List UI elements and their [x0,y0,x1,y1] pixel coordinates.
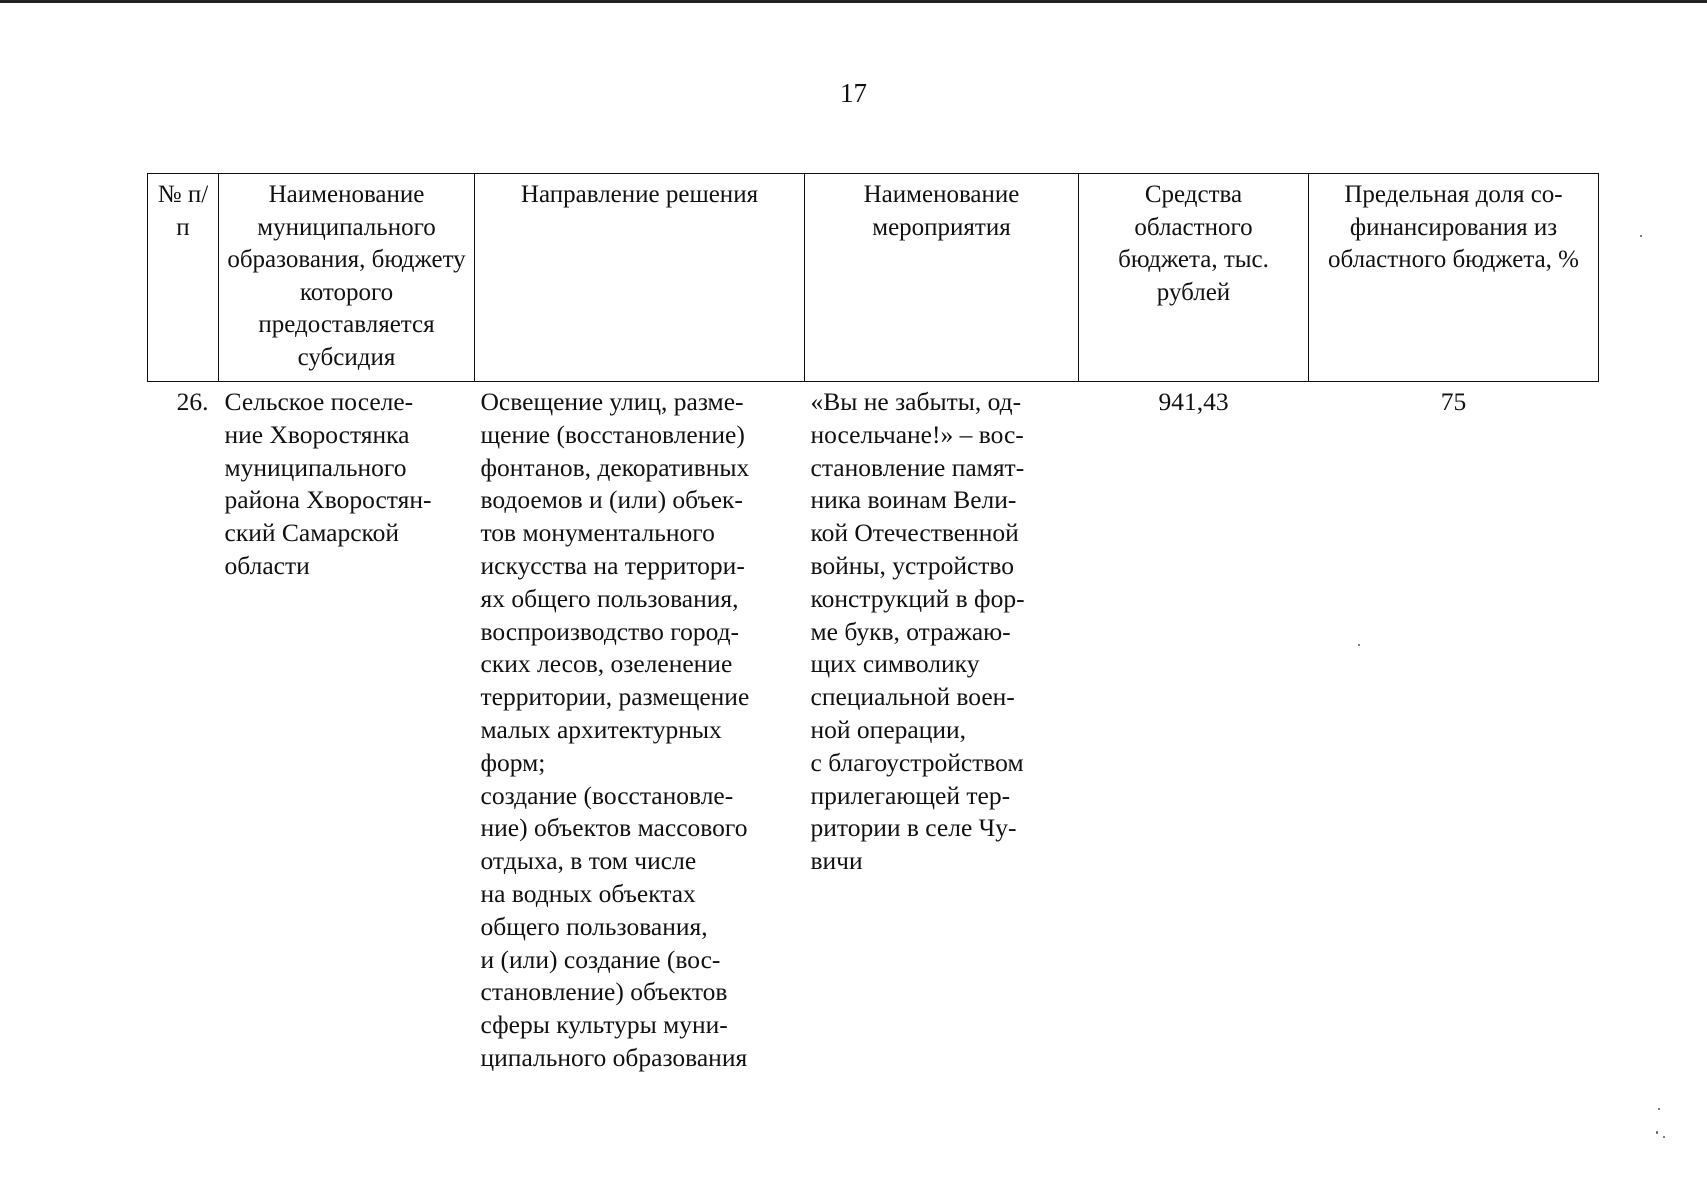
row-direction: Освещение улиц, разме- щение (восстановление) фонтанов, декоративных водоемов и (или) объек- тов монументального искусства на территори- ях общего пользования, воспроизводство город- ских лесов, озеленение территории, размещение малых архитектурных форм; создание (восстановле- ние) объектов массового отдыха, в том числе на водных объектах общего пользования, и (или) создание (вос- становление) объектов сферы культуры муни- ципального образования [480,387,750,1072]
row-municipality: Сельское поселе- ние Хворостянка муниципального района Хворостян- ский Самарской области [224,387,432,580]
header-amount: Средства областного бюджета, тыс. рублей [1079,174,1309,382]
header-municipality: Наименование муниципального образования, бюджету которого предоставляется субсидия [219,174,475,382]
row-amount: 941,43 [1158,387,1229,416]
table-row [148,382,1599,1075]
page-number: 17 [840,78,867,108]
scan-border [0,0,1707,3]
row-number: 26. [176,387,209,416]
scan-speck [1358,644,1360,646]
scan-speck [1640,235,1642,237]
subsidy-table [147,173,1599,1075]
header-direction: Направление решения [475,174,805,382]
header-share: Предельная доля со-финансирования из областного бюджета, % [1309,174,1599,382]
header-event: Наименование мероприятия [805,174,1079,382]
header-number: № п/п [148,174,219,382]
row-event: «Вы не забыты, од- носельчане!» – вос- становление памят- ника воинам Вели- кой Отечественной войны, устройство конструкций в фор- ме букв, отражаю- щих символику специальной воен- ной операции, с благоустройством прилегающей тер- ритории в селе Чу- вичи [810,387,1025,876]
table-header-row [148,174,1599,382]
row-share: 75 [1440,387,1467,416]
scan-speck [1663,1136,1665,1138]
scan-speck [1656,1131,1658,1134]
scan-speck [1658,1108,1660,1110]
